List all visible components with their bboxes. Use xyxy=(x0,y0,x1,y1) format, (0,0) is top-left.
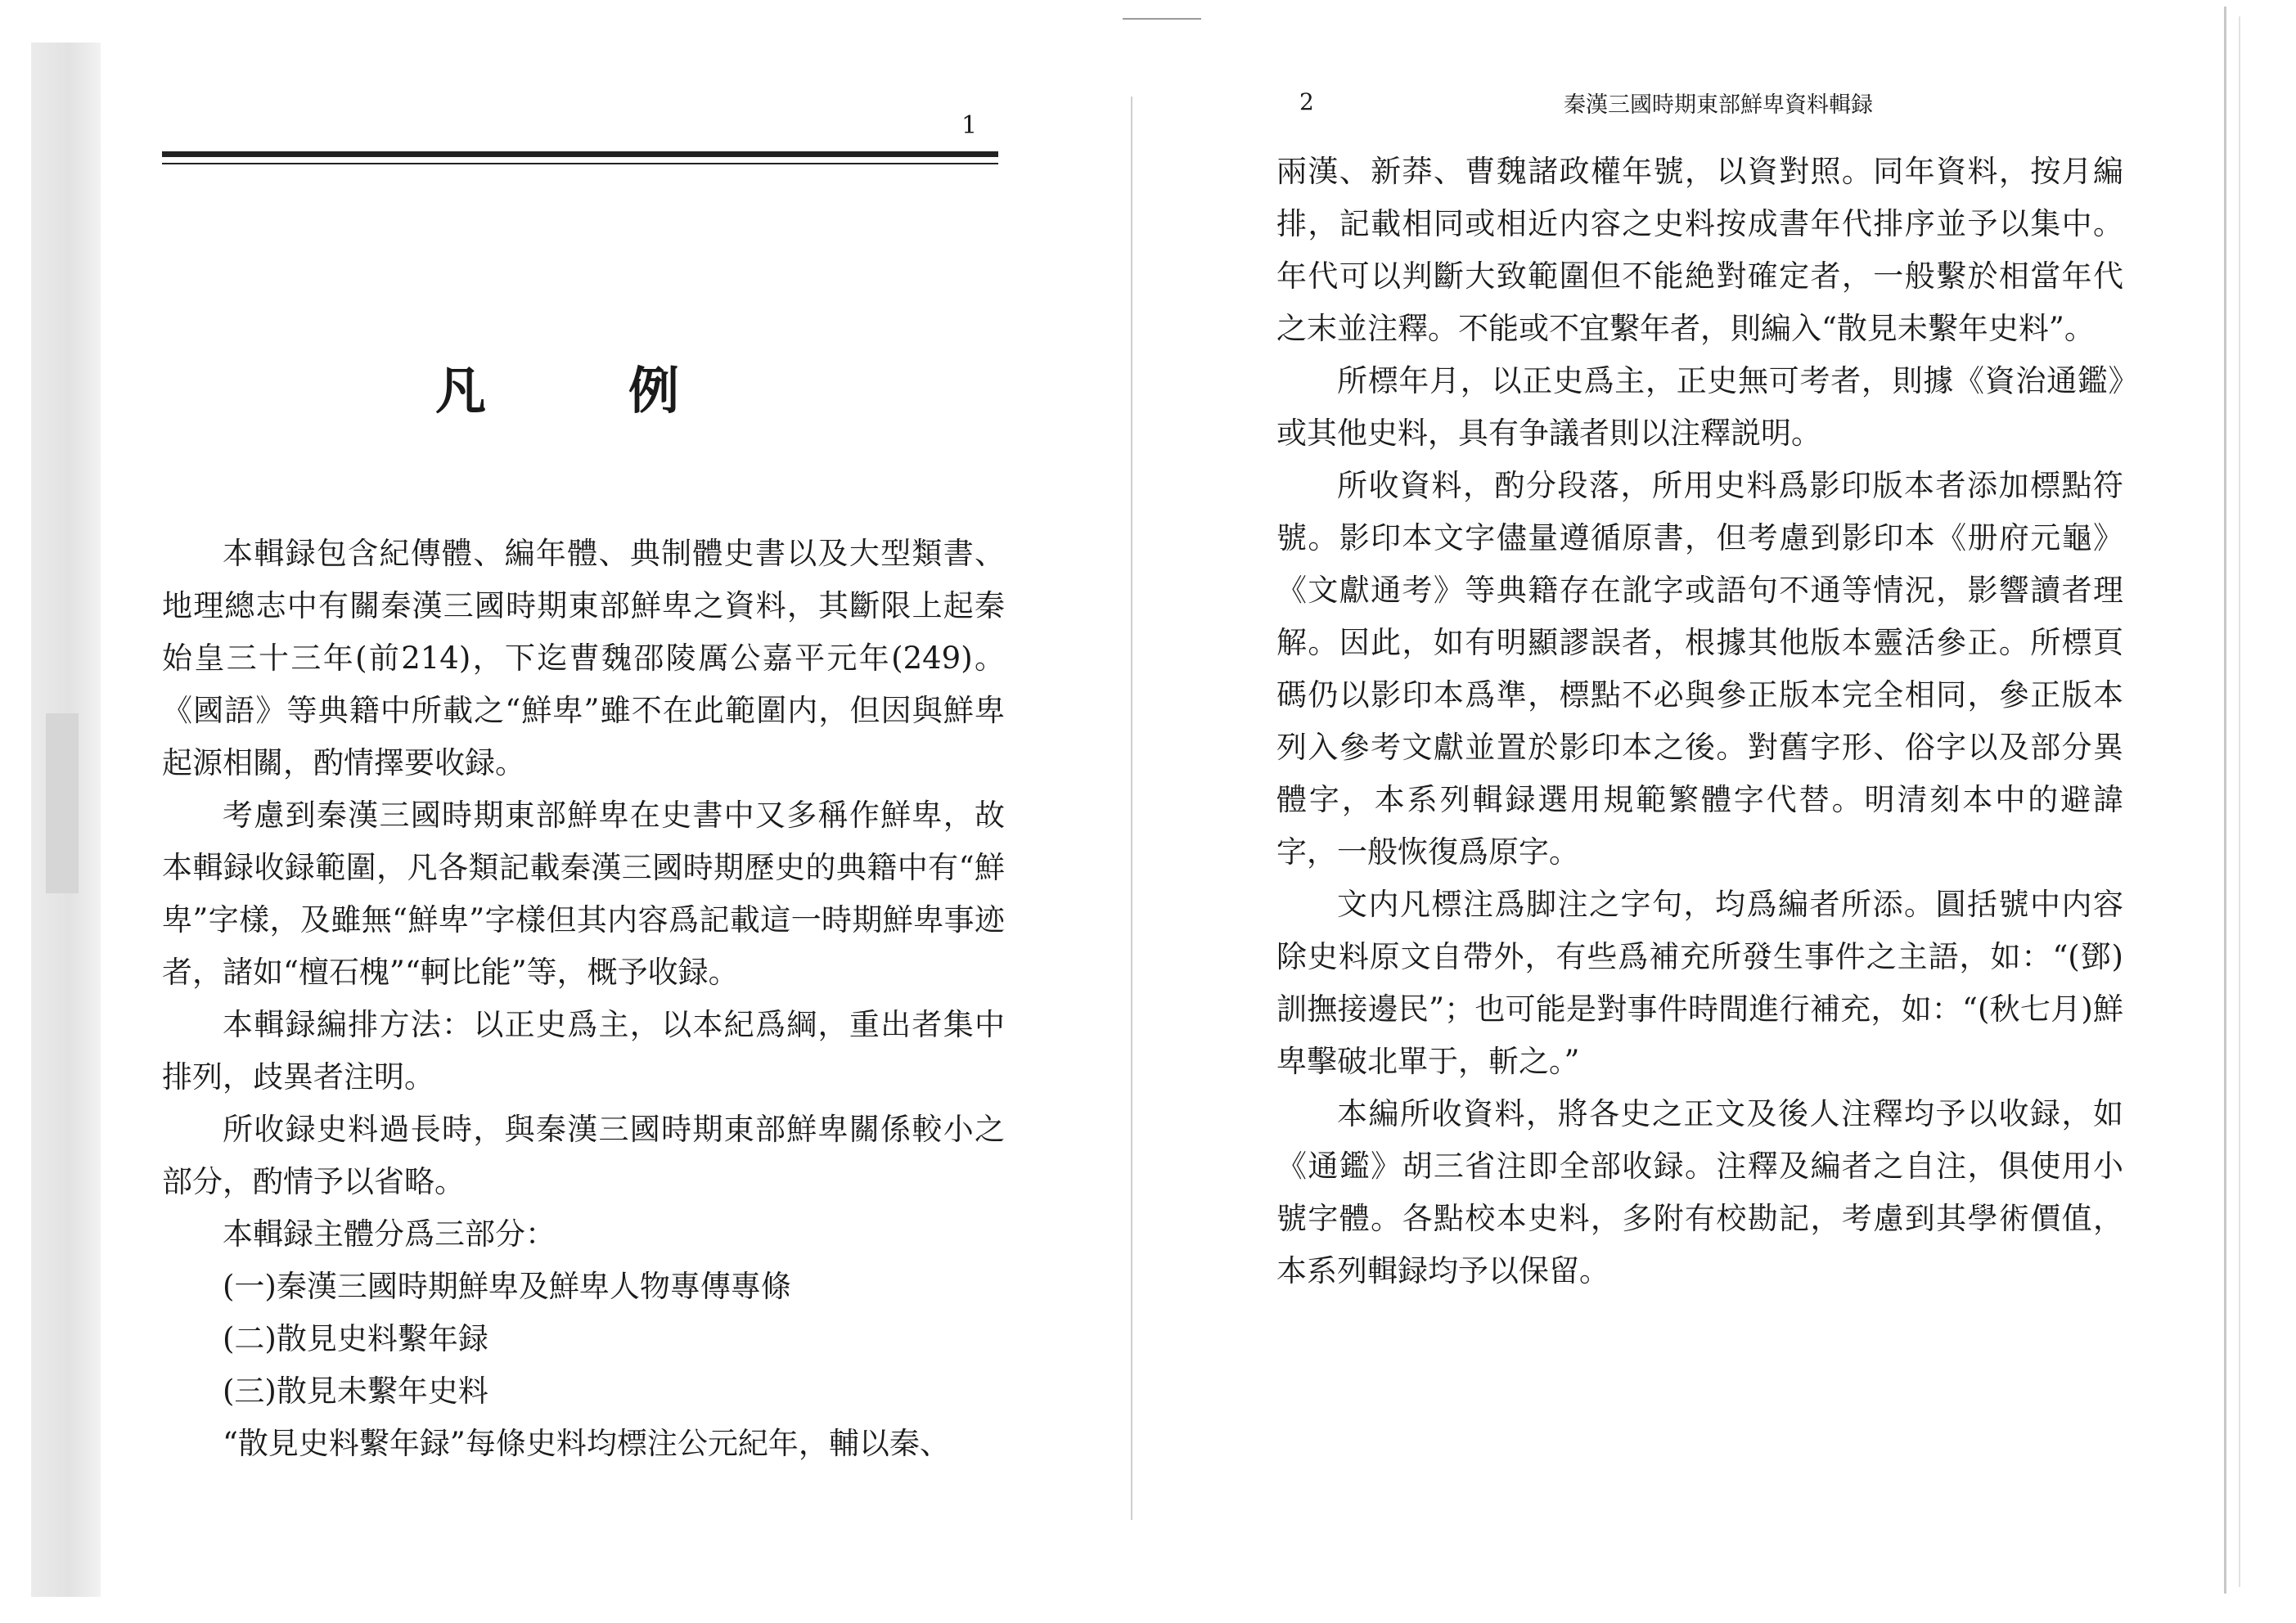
right-page-body xyxy=(1276,146,2123,1297)
scan-mark-top xyxy=(1123,18,1201,20)
paragraph: 所收録史料過長時，與秦漢三國時期東部鮮卑關係較小之部分，酌情予以省略。 xyxy=(162,1112,1005,1199)
paragraph: 所收資料，酌分段落，所用史料爲影印版本者添加標點符號。影印本文字儘量遵循原書，但考慮到影印本《册府元龜》《文獻通考》等典籍存在訛字或語句不通等情況，影響讀者理解。因此，如有明顯謬誤者，根據其他版本靈活參正。所標頁碼仍以影印本爲準，標點不必與參正版本完全相同，參正版本列入參考文獻並置於影印本之後。對舊字形、俗字以及部分異體字，本系列輯録選用規範繁體字代替。明清刻本中的避諱字，一般恢復爲原字。 xyxy=(1276,468,2123,870)
paragraph: 本編所收資料，將各史之正文及後人注釋均予以收録，如《通鑑》胡三省注即全部收録。注釋及編者之自注，俱使用小號字體。各點校本史料，多附有校勘記，考慮到其學術價值，本系列輯録均予以保留。 xyxy=(1276,1096,2123,1288)
left-page-body xyxy=(162,528,1005,1470)
page-title: 凡 例 xyxy=(434,361,725,420)
page-number-left: 1 xyxy=(961,111,978,140)
paragraph: 本輯録主體分爲三部分： xyxy=(223,1216,556,1252)
paragraph: 本輯録編排方法：以正史爲主，以本紀爲綱，重出者集中排列，歧異者注明。 xyxy=(162,1007,1005,1095)
header-rule-thin xyxy=(162,163,998,164)
paragraph: 本輯録包含紀傳體、編年體、典制體史書以及大型類書、地理總志中有關秦漢三國時期東部鮮卑之資料，其斷限上起秦始皇三十三年(前214)，下迄曹魏邵陵厲公嘉平元年(249)。《國語》等典籍中所載之“鮮卑”雖不在此範圍内，但因與鮮卑起源相關，酌情擇要收録。 xyxy=(162,536,1005,780)
list-item: (三)散見未繫年史料 xyxy=(223,1373,488,1409)
list-item: (一)秦漢三國時期鮮卑及鮮卑人物專傳專條 xyxy=(223,1269,791,1304)
paragraph: 文内凡標注爲脚注之字句，均爲編者所添。圓括號中内容除史料原文自帶外，有些爲補充所發生事件之主語，如：“(鄧)訓撫接邊民”；也可能是對事件時間進行補充，如：“(秋七月)鮮卑擊破北單于，斬之。” xyxy=(1276,887,2123,1079)
page-gutter xyxy=(1131,97,1132,1520)
running-head: 秦漢三國時期東部鮮卑資料輯録 xyxy=(1564,92,1873,118)
paragraph: 考慮到秦漢三國時期東部鮮卑在史書中又多稱作鮮卑，故本輯録收録範圍，凡各類記載秦漢三國時期歷史的典籍中有“鮮卑”字樣，及雖無“鮮卑”字樣但其内容爲記載這一時期鮮卑事迹者，諸如“檀石槐”“軻比能”等，概予收録。 xyxy=(162,798,1005,990)
header-rule-thick xyxy=(162,151,998,157)
paragraph: 兩漢、新莽、曹魏諸政權年號，以資對照。同年資料，按月編排，記載相同或相近内容之史料按成書年代排序並予以集中。年代可以判斷大致範圍但不能絶對確定者，一般繫於相當年代之末並注釋。不能或不宜繫年者，則編入“散見未繫年史料”。 xyxy=(1276,154,2123,346)
page-number-right: 2 xyxy=(1299,88,1314,115)
scan-edge-right xyxy=(2224,7,2226,1594)
paragraph: “散見史料繫年録”每條史料均標注公元紀年，輔以秦、 xyxy=(223,1426,950,1461)
paragraph: 所標年月，以正史爲主，正史無可考者，則據《資治通鑑》或其他史料，具有争議者則以注釋説明。 xyxy=(1276,363,2123,451)
scan-shadow-left xyxy=(31,43,101,1597)
list-item: (二)散見史料繫年録 xyxy=(223,1321,488,1356)
scan-edge-right-inner xyxy=(2239,16,2240,1587)
